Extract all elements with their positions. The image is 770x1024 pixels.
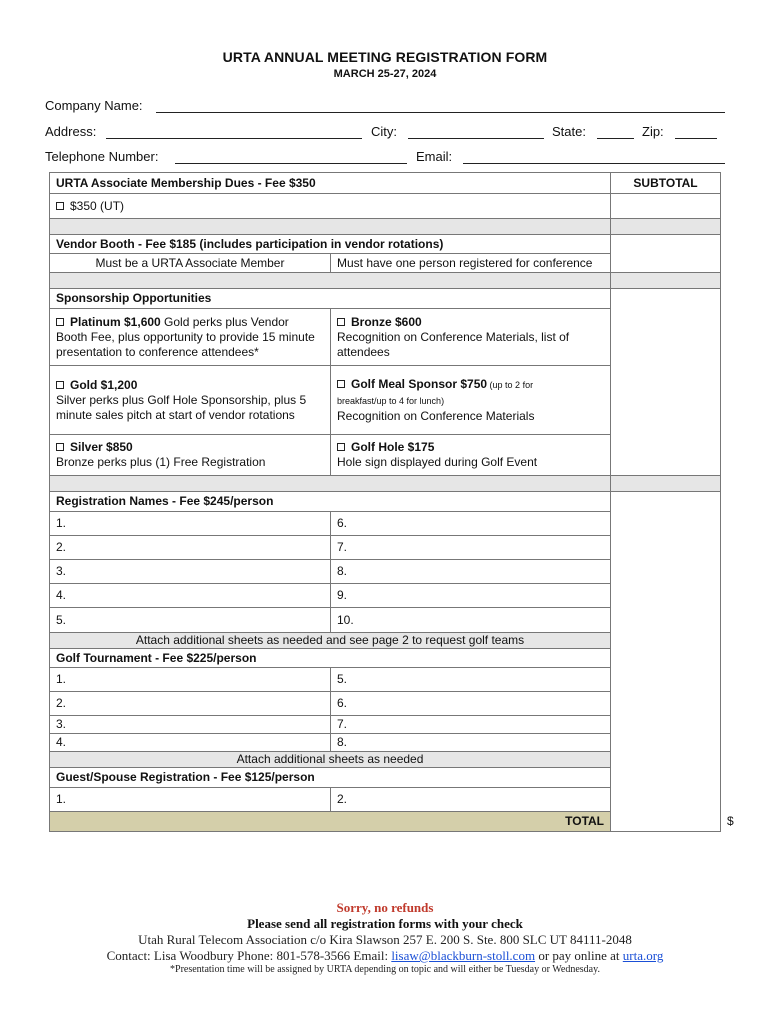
registration-name-field[interactable]: 2.: [50, 536, 331, 560]
silver-desc: Bronze perks plus (1) Free Registration: [56, 455, 266, 469]
zip-label: Zip:: [642, 124, 664, 139]
platinum-desc-inline: Gold perks plus Vendor: [160, 314, 289, 329]
address-field[interactable]: [106, 125, 362, 139]
telephone-field[interactable]: [175, 150, 407, 164]
golf-hole-title: Golf Hole $175: [351, 440, 435, 454]
sponsor-bronze[interactable]: [331, 309, 611, 366]
golf-meal-title: Golf Meal Sponsor $750: [351, 376, 488, 391]
attendee-subtotal-cell[interactable]: [611, 492, 721, 832]
registration-name-field[interactable]: 9.: [331, 584, 611, 608]
golf-name-field[interactable]: 6.: [331, 692, 611, 716]
guest-name-field[interactable]: 1.: [50, 788, 331, 812]
city-field[interactable]: [408, 125, 544, 139]
vendor-note-registered: Must have one person registered for conference: [331, 254, 611, 273]
spacer-row: [50, 219, 611, 235]
registration-table: URTA Associate Membership Dues - Fee $350 SUBTOTAL $350 (UT) Vendor Booth - Fee $185 (includes participation in vendor rotations) Must be a URTA Associate Member Must have one person registered for conference Sponsorship Opportunities Platinum $1,600 Gold perks plus Vendor Booth Fee, plus opportunity to provide 15 minute presentation to conference attendees* Bronze $600 Recognition on Conference Materials, list of attendees Gold $1,200 Silver perks plus Golf Hole Sponsorship, plus 5 minute sales pitch at start of vendor rotations Golf Meal Sponsor $750 (up to 2 for breakfast/up to 4 for lunch) Recognition on Conference Materials Silver $850 Bronze perks plus (1) Free Registration Golf Hole $175 Hole sign displayed during Golf Event Registration Names - Fee $245/person 1. 6. 2. 7. 3. 8. 4. 9. 5. 10. Attach additional sheets as needed and see page 2 to request golf teams Golf Tournament - Fee $225/person 1. 5. 2. 6. 3. 7. 4. 8. Attach additional sheets as needed Guest/Spouse Registration - Fee $125/person 1. 2. TOTAL $: [49, 172, 721, 832]
state-field[interactable]: [597, 125, 634, 139]
form-title: URTA ANNUAL MEETING REGISTRATION FORM: [222, 49, 548, 65]
email-label: Email:: [416, 149, 453, 164]
checkbox-icon[interactable]: [337, 443, 345, 451]
send-instruction: Please send all registration forms with your check: [247, 916, 523, 931]
golf-name-field[interactable]: 2.: [50, 692, 331, 716]
golf-hole-desc: Hole sign displayed during Golf Event: [337, 455, 538, 469]
spacer-row: [50, 476, 611, 492]
golf-name-field[interactable]: 5.: [331, 668, 611, 692]
registration-note: Attach additional sheets as needed and see page 2 to request golf teams: [50, 633, 611, 649]
silver-title: Silver $850: [70, 440, 133, 454]
registration-name-field[interactable]: 1.: [50, 512, 331, 536]
registration-name-field[interactable]: 6.: [331, 512, 611, 536]
checkbox-icon[interactable]: [337, 380, 345, 388]
bronze-title: Bronze $600: [351, 314, 422, 329]
meeting-dates: MARCH 25-27, 2024: [333, 68, 437, 80]
state-label: State:: [552, 124, 586, 139]
registration-name-field[interactable]: 5.: [50, 608, 331, 633]
contact-email-link[interactable]: lisaw@blackburn-stoll.com: [391, 948, 536, 963]
gold-desc: Silver perks plus Golf Hole Sponsorship, plus 5 minute sales pitch at start of vendor rotations: [56, 392, 307, 422]
sponsor-gold[interactable]: [50, 366, 331, 435]
company-name-label: Company Name:: [45, 98, 143, 113]
contact-prefix: Contact: Lisa Woodbury Phone: 801-578-3566 Email:: [106, 948, 392, 963]
subtotal-heading: SUBTOTAL: [611, 173, 721, 194]
gold-title: Gold $1,200: [70, 377, 138, 392]
golf-name-field[interactable]: 4.: [50, 734, 331, 752]
platinum-desc: Booth Fee, plus opportunity to provide 15 minute presentation to conference attendees*: [56, 329, 315, 359]
golf-meal-note-b: breakfast/up to 4 for lunch): [337, 395, 445, 406]
vendor-note-member: Must be a URTA Associate Member: [50, 254, 331, 273]
membership-subtotal-cell[interactable]: [611, 194, 721, 219]
total-label: TOTAL: [50, 812, 611, 832]
registration-heading: Registration Names - Fee $245/person: [50, 492, 611, 512]
guest-heading: Guest/Spouse Registration - Fee $125/person: [50, 768, 611, 788]
registration-name-field[interactable]: 8.: [331, 560, 611, 584]
guest-name-field[interactable]: 2.: [331, 788, 611, 812]
contact-line: [0, 948, 770, 964]
spacer-row: [611, 219, 721, 235]
address-label: Address:: [45, 124, 97, 139]
presentation-note: *Presentation time will be assigned by URTA depending on topic and will either be Tuesday or Wednesday.: [170, 964, 600, 975]
golf-name-field[interactable]: 7.: [331, 716, 611, 734]
golf-name-field[interactable]: 3.: [50, 716, 331, 734]
mailing-address: Utah Rural Telecom Association c/o Kira Slawson 257 E. 200 S. Ste. 800 SLC UT 84111-2048: [138, 932, 632, 947]
telephone-label: Telephone Number:: [45, 149, 159, 164]
sponsorship-subtotal-cell[interactable]: [611, 289, 721, 476]
sponsor-silver[interactable]: [50, 435, 331, 476]
membership-heading: URTA Associate Membership Dues - Fee $350: [50, 173, 611, 194]
platinum-title: Platinum $1,600: [70, 314, 161, 329]
email-field[interactable]: [463, 150, 725, 164]
checkbox-icon[interactable]: [337, 318, 345, 326]
no-refunds-note: Sorry, no refunds: [336, 900, 434, 915]
company-name-field[interactable]: [156, 99, 725, 113]
sponsor-platinum[interactable]: [50, 309, 331, 366]
checkbox-icon[interactable]: [56, 443, 64, 451]
registration-name-field[interactable]: 10.: [331, 608, 611, 633]
golf-meal-note-a: (up to 2 for: [487, 379, 534, 390]
spacer-row: [611, 273, 721, 289]
vendor-subtotal-cell[interactable]: [611, 235, 721, 273]
bronze-desc: Recognition on Conference Materials, list of attendees: [337, 329, 570, 359]
vendor-heading: Vendor Booth - Fee $185 (includes participation in vendor rotations): [50, 235, 611, 254]
city-label: City:: [371, 124, 397, 139]
sponsorship-heading: Sponsorship Opportunities: [50, 289, 611, 309]
contact-mid: or pay online at: [535, 948, 623, 963]
membership-option-label: $350 (UT): [70, 198, 125, 213]
golf-name-field[interactable]: 1.: [50, 668, 331, 692]
spacer-row: [611, 476, 721, 492]
membership-option[interactable]: [50, 194, 611, 219]
golf-heading: Golf Tournament - Fee $225/person: [50, 649, 611, 668]
registration-name-field[interactable]: 3.: [50, 560, 331, 584]
golf-meal-desc: Recognition on Conference Materials: [337, 408, 535, 423]
spacer-row: [50, 273, 611, 289]
zip-field[interactable]: [675, 125, 717, 139]
registration-name-field[interactable]: 4.: [50, 584, 331, 608]
checkbox-icon[interactable]: [56, 381, 64, 389]
checkbox-icon[interactable]: [56, 318, 64, 326]
checkbox-icon[interactable]: [56, 202, 64, 210]
golf-note: Attach additional sheets as needed: [50, 752, 611, 768]
sponsor-golf-hole[interactable]: [331, 435, 611, 476]
registration-name-field[interactable]: 7.: [331, 536, 611, 560]
golf-name-field[interactable]: 8.: [331, 734, 611, 752]
sponsor-golf-meal[interactable]: [331, 366, 611, 435]
website-link[interactable]: urta.org: [622, 948, 664, 963]
